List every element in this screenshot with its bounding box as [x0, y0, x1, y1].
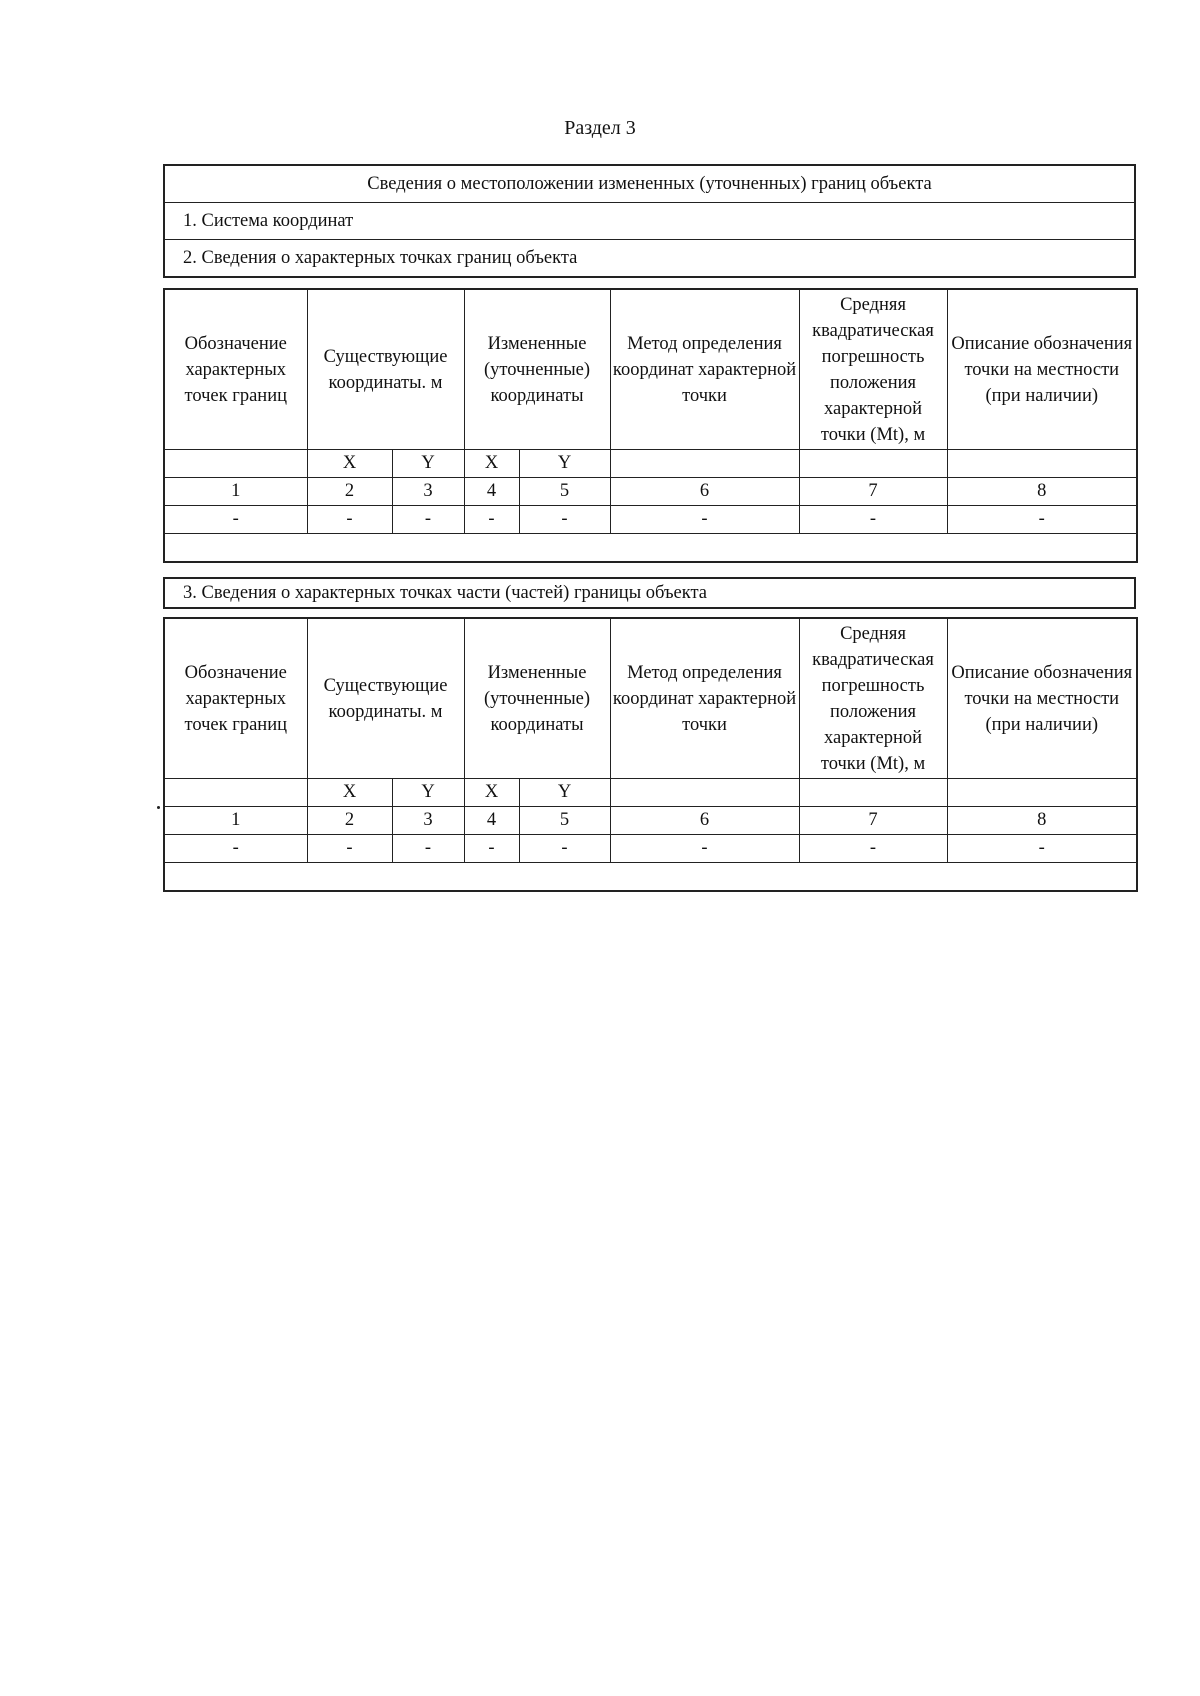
header-point-description: Описание обозначения точки на местности (при наличии)	[947, 618, 1137, 779]
sub-empty	[947, 779, 1137, 807]
data-cell: -	[610, 506, 799, 534]
column-number: 2	[307, 478, 392, 506]
page-title: Раздел 3	[564, 117, 636, 139]
header-point-designation: Обозначение характерных точек границ	[164, 618, 307, 779]
blank-row	[164, 534, 1137, 563]
data-cell: -	[164, 835, 307, 863]
data-cell: -	[307, 835, 392, 863]
column-number: 6	[610, 807, 799, 835]
data-cell: -	[519, 506, 610, 534]
sub-y-changed: Y	[519, 450, 610, 478]
boundary-points-row: 2. Сведения о характерных точках границ объекта	[164, 240, 1135, 278]
column-number: 1	[164, 478, 307, 506]
data-cell: -	[947, 835, 1137, 863]
part-boundary-points-table	[163, 617, 1138, 892]
sub-empty	[799, 450, 947, 478]
sub-x-existing: X	[307, 779, 392, 807]
data-cell: -	[464, 506, 519, 534]
column-number: 5	[519, 478, 610, 506]
data-cell: -	[947, 506, 1137, 534]
header-changed-coordinates: Измененные (уточненные) координаты	[464, 289, 610, 450]
column-number: 4	[464, 478, 519, 506]
sub-y-existing: Y	[392, 779, 464, 807]
sub-y-changed: Y	[519, 779, 610, 807]
object-boundaries-info-table	[163, 164, 1136, 278]
header-existing-coordinates: Существующие координаты. м	[307, 289, 464, 450]
sub-empty	[164, 779, 307, 807]
column-number: 8	[947, 807, 1137, 835]
header-method: Метод определения координат характерной точки	[610, 289, 799, 450]
data-cell: -	[519, 835, 610, 863]
data-cell: -	[392, 835, 464, 863]
header-method: Метод определения координат характерной точки	[610, 618, 799, 779]
blank-row	[164, 863, 1137, 892]
header-mean-error: Средняя квадратическая погрешность положения характерной точки (Mt), м	[799, 618, 947, 779]
sub-empty	[164, 450, 307, 478]
column-number: 7	[799, 478, 947, 506]
data-cell: -	[392, 506, 464, 534]
column-number: 8	[947, 478, 1137, 506]
data-cell: -	[464, 835, 519, 863]
data-cell: -	[307, 506, 392, 534]
scan-speck	[157, 806, 160, 809]
header-mean-error: Средняя квадратическая погрешность положения характерной точки (Mt), м	[799, 289, 947, 450]
section3-title: 3. Сведения о характерных точках части (частей) границы объекта	[164, 578, 1135, 608]
sub-empty	[610, 450, 799, 478]
header-changed-coordinates: Измененные (уточненные) координаты	[464, 618, 610, 779]
data-cell: -	[164, 506, 307, 534]
coordinate-system-row: 1. Система координат	[164, 203, 1135, 240]
sub-x-changed: X	[464, 450, 519, 478]
header-point-description: Описание обозначения точки на местности (при наличии)	[947, 289, 1137, 450]
header-existing-coordinates: Существующие координаты. м	[307, 618, 464, 779]
data-cell: -	[799, 506, 947, 534]
column-number: 5	[519, 807, 610, 835]
column-number: 7	[799, 807, 947, 835]
sub-empty	[610, 779, 799, 807]
column-number: 2	[307, 807, 392, 835]
column-number: 6	[610, 478, 799, 506]
sub-x-changed: X	[464, 779, 519, 807]
column-number: 3	[392, 478, 464, 506]
sub-x-existing: X	[307, 450, 392, 478]
data-cell: -	[610, 835, 799, 863]
header-point-designation: Обозначение характерных точек границ	[164, 289, 307, 450]
column-number: 4	[464, 807, 519, 835]
column-number: 1	[164, 807, 307, 835]
sub-empty	[799, 779, 947, 807]
info-header: Сведения о местоположении измененных (уточненных) границ объекта	[164, 165, 1135, 203]
section3-title-table	[163, 577, 1136, 609]
data-cell: -	[799, 835, 947, 863]
boundary-points-table	[163, 288, 1138, 563]
column-number: 3	[392, 807, 464, 835]
sub-empty	[947, 450, 1137, 478]
sub-y-existing: Y	[392, 450, 464, 478]
